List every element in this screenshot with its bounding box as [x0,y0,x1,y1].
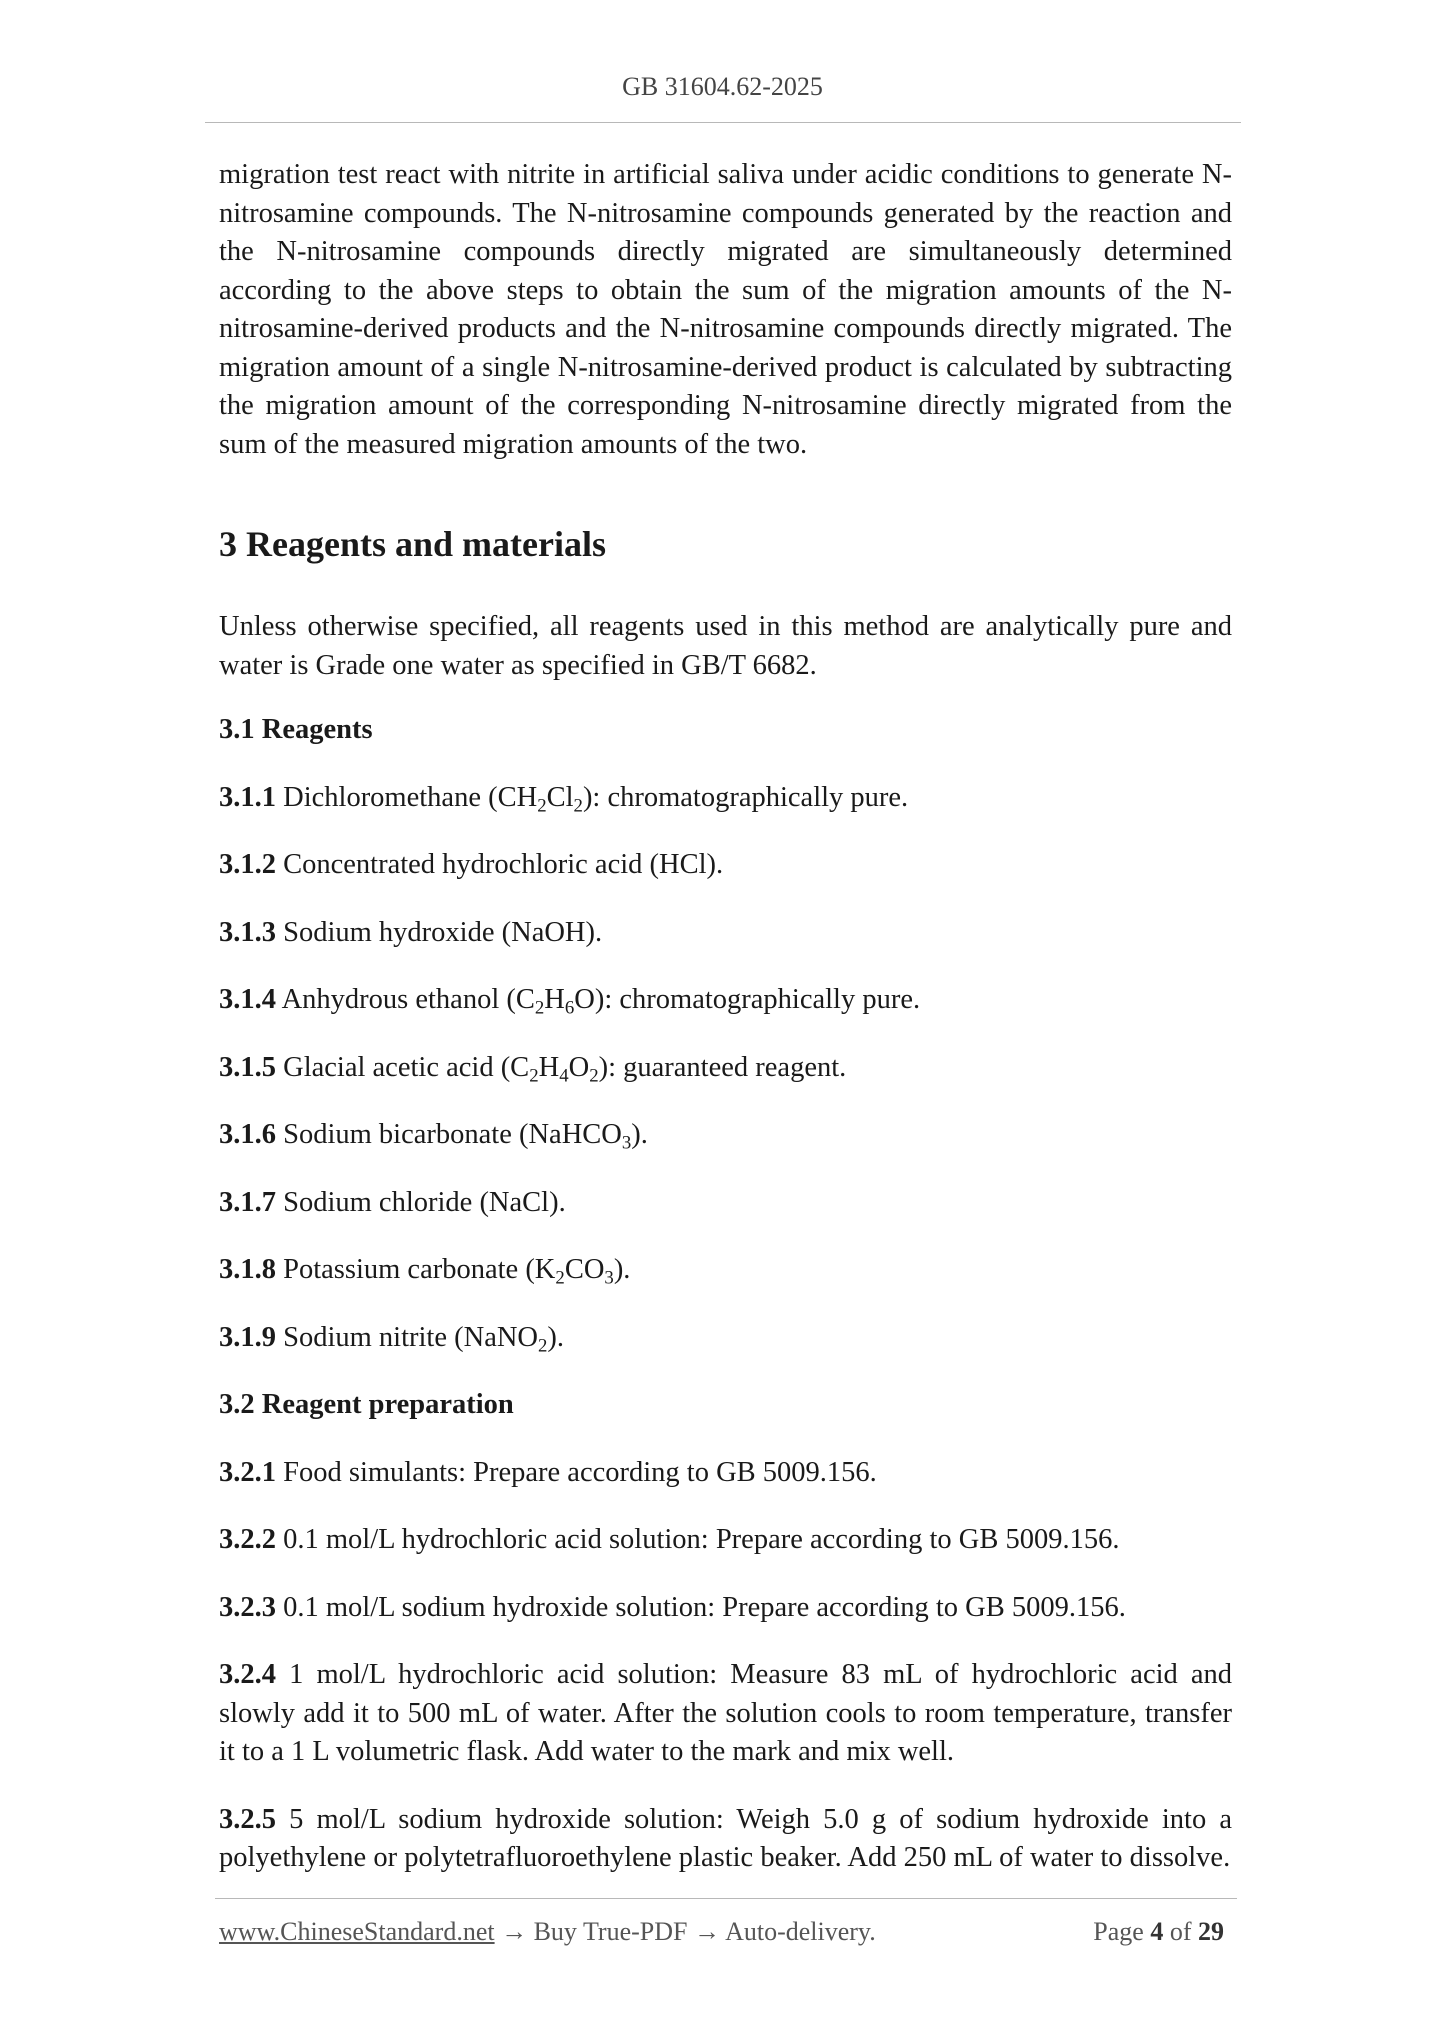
footer-promo [219,1917,876,1947]
preparation-item: 3.2.4 1 mol/L hydrochloric acid solution: Measure 83 mL of hydrochloric acid and slowly add it to 500 mL of water. After the solution cools to room temperature, transfer it to a 1 L volumetric flask. Add water to the mark and mix well. [219,1659,1233,1767]
footer-buy-text: Buy True-PDF [533,1917,688,1946]
total-pages: 29 [1198,1917,1224,1946]
item-number: 3.2.5 [219,1803,276,1835]
footer-divider [215,1898,1237,1899]
page-header: GB 31604.62-2025 [622,72,823,101]
item-number: 3.1.8 [219,1254,276,1285]
subsection-heading-preparation: 3.2 Reagent preparation [219,1389,514,1420]
item-number: 3.2.4 [219,1659,276,1690]
reagent-item: 3.1.9 Sodium nitrite (NaNO$_2$). [219,1321,565,1356]
arrow-right-icon: → [501,1917,528,1946]
reagent-item: 3.1.5 Glacial acetic acid $(C_2H_4O_2)$: guaranteed reagent. [219,1051,847,1086]
reagent-item: 3.1.3 Sodium hydroxide (NaOH). [219,916,603,948]
website-link[interactable]: www.ChineseStandard.net [219,1917,495,1946]
preparation-item: 3.2.1 Food simulants: Prepare according to GB 5009.156. [219,1456,877,1488]
arrow-right-icon: → [694,1917,720,1946]
item-number: 3.1.5 [219,1051,276,1083]
item-number: 3.1.3 [219,916,276,948]
preparation-item: 3.2.3 0.1 mol/L sodium hydroxide solution: Prepare according to GB 5009.156. [219,1591,1126,1623]
reagent-item: 3.1.1 Dichloromethane $(CH_2Cl_2)$: chromatographically pure. [219,781,909,816]
reagent-item: 3.1.8 Potassium carbonate $(K_2CO_3)$. [219,1254,631,1289]
subsection-heading-reagents: 3.1 Reagents [219,714,373,745]
header-divider [205,122,1241,123]
footer-delivery-text: Auto-delivery. [725,1917,876,1946]
item-number: 3.1.7 [219,1186,276,1218]
item-number: 3.2.2 [219,1524,276,1555]
preparation-item: 3.2.5 5 mol/L sodium hydroxide solution: Weigh 5.0 g of sodium hydroxide into a polyethylene or polytetrafluoroethylene plastic beaker. Add 250 mL of water to dissolve. [219,1803,1232,1873]
reagent-item: 3.1.7 Sodium chloride (NaCl). [219,1186,566,1218]
item-number: 3.1.6 [219,1119,276,1150]
item-number: 3.2.1 [219,1456,276,1488]
item-number: 3.1.2 [219,849,276,880]
section-heading: 3 Reagents and materials [219,524,606,564]
item-number: 3.1.1 [219,781,276,813]
reagent-item: 3.1.4 Anhydrous ethanol $(C_2H_6O)$: chromatographically pure. [219,984,921,1019]
intro-paragraph: migration test react with nitrite in artificial saliva under acidic conditions to generate N-nitrosamine compounds. The N-nitrosamine compounds generated by the reaction and the N-nitrosamine compounds directly migrated are simultaneously determined according to the above steps to obtain the sum of the migration amounts of the N-nitrosamine-derived products and the N-nitrosamine compounds directly migrated. The migration amount of a single N-nitrosamine-derived product is calculated by subtracting the migration amount of the corresponding N-nitrosamine directly migrated from the sum of the measured migration amounts of the two. [219,159,1232,460]
reagent-item: 3.1.6 Sodium bicarbonate (NaHCO$_3$). [219,1119,648,1154]
current-page: 4 [1150,1917,1164,1946]
reagent-item: 3.1.2 Concentrated hydrochloric acid (HCl). [219,849,724,880]
page-number: Page 4 of 29 [1093,1917,1224,1946]
item-number: 3.2.3 [219,1591,276,1623]
item-number: 3.1.9 [219,1321,276,1353]
section-lead-paragraph: Unless otherwise specified, all reagents used in this method are analytically pure and water is Grade one water as specified in GB/T 6682. [219,611,1232,681]
page-footer [219,1917,1232,1953]
document-body [219,156,1232,1907]
item-number: 3.1.4 [219,984,276,1015]
preparation-item: 3.2.2 0.1 mol/L hydrochloric acid solution: Prepare according to GB 5009.156. [219,1524,1120,1555]
